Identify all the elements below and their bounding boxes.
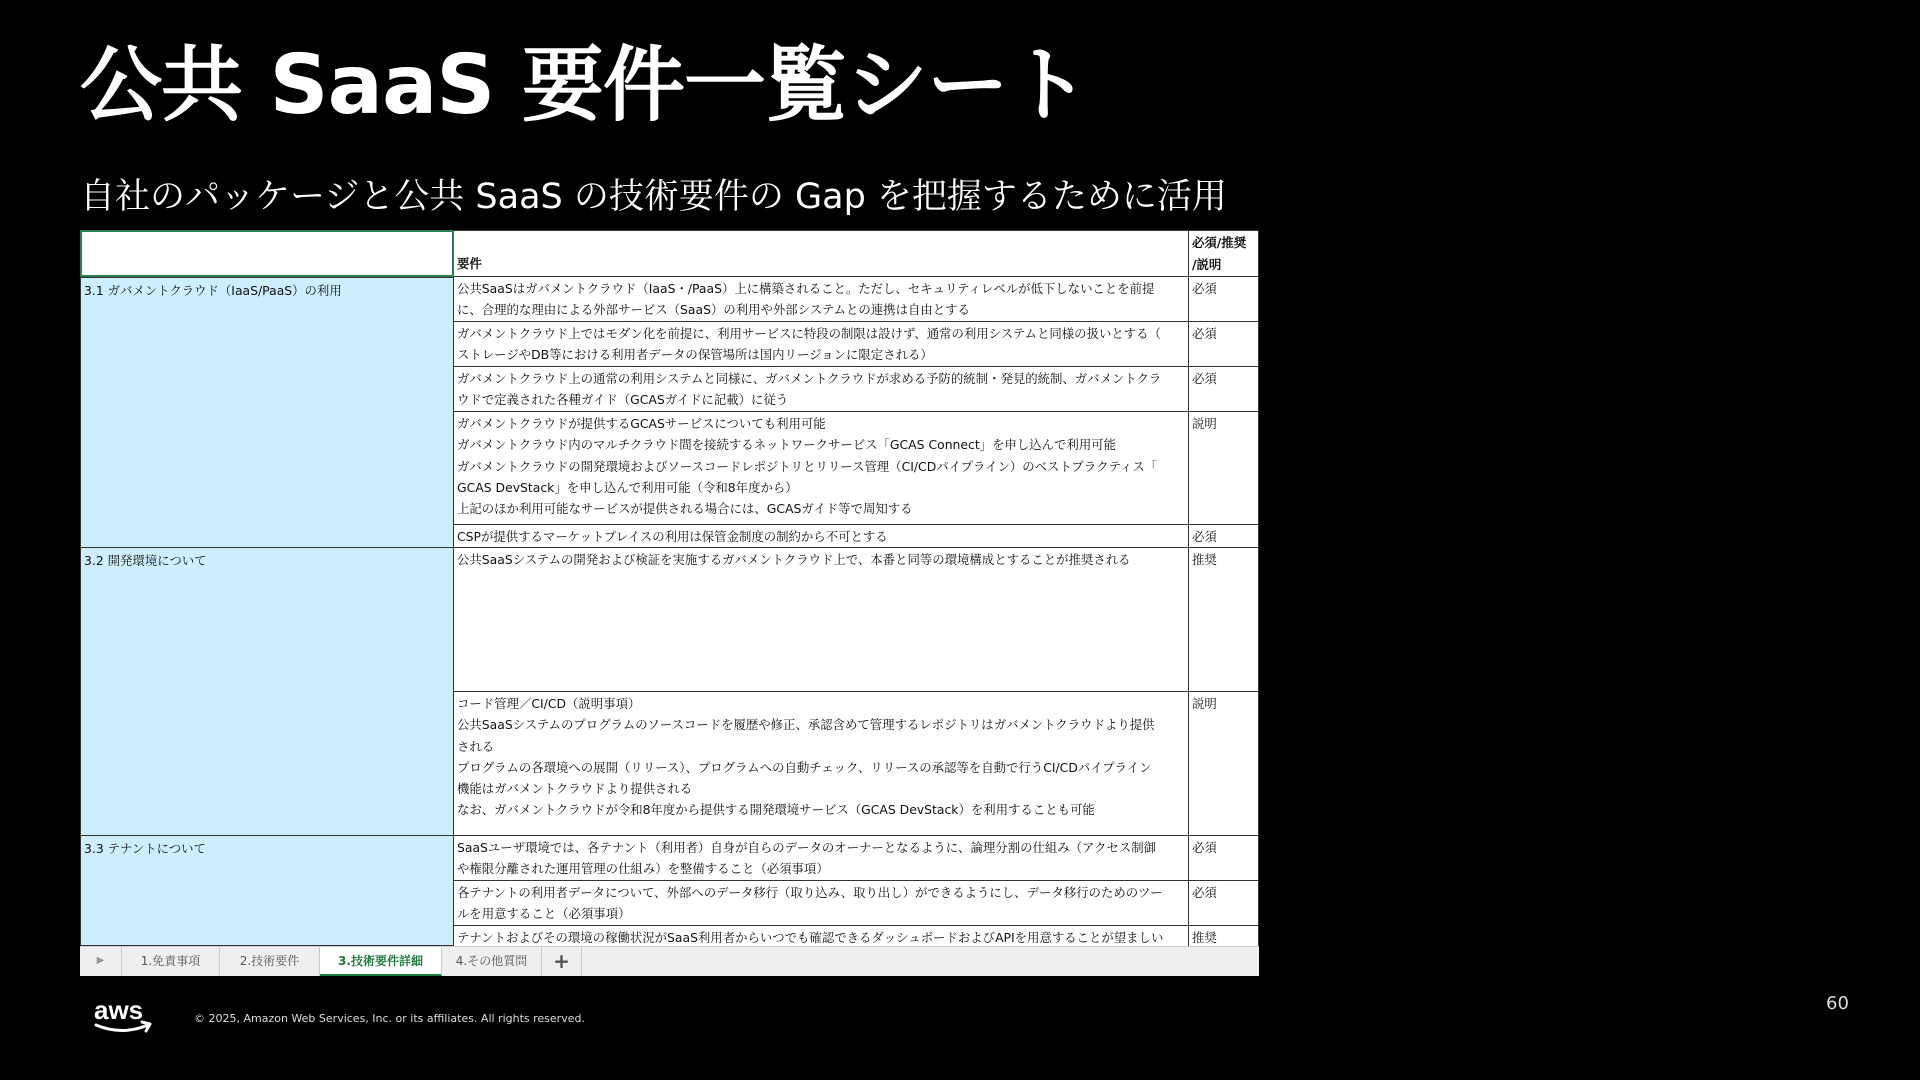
requirement-line: CSPが提供するマーケットプレイスの利用は保管金制度の制約から不可とする: [457, 529, 888, 544]
mandatory-flag: 必須: [1192, 326, 1217, 341]
header-mandatory-line1: 必須/推奨: [1192, 235, 1247, 250]
copyright-notice: © 2025, Amazon Web Services, Inc. or its affiliates. All rights reserved.: [194, 1012, 585, 1025]
requirement-line: 公共SaaSシステムのプログラムのソースコードを履歴や修正、承認含めて管理するレポジトリはガバメントクラウドより提供: [457, 717, 1155, 733]
mandatory-flag-cell[interactable]: [1189, 881, 1259, 926]
requirement-line: テナントおよびその環境の稼働状況がSaaS利用者からいつでも確認できるダッシュボードおよびAPIを用意することが望ましい: [457, 930, 1164, 945]
selected-header-cell[interactable]: [80, 230, 454, 277]
requirement-line: なお、ガバメントクラウドが令和8年度から提供する開発環境サービス（GCAS DevStack）を利用することも可能: [457, 802, 1095, 818]
requirement-line: 機能はガバメントクラウドより提供される: [457, 781, 693, 797]
sheet-tab[interactable]: 4.その他質問: [442, 947, 542, 976]
requirement-line: プログラムの各環境への展開（リリース）、プログラムへの自動チェック、リリースの承認等を自動で行うCI/CDパイプライン: [457, 759, 1152, 775]
sheet-tab[interactable]: 2.技術要件: [220, 947, 320, 976]
requirement-line: される: [457, 738, 495, 754]
sheet-tab[interactable]: 1.免責事項: [122, 947, 220, 976]
mandatory-flag: 推奨: [1192, 930, 1217, 945]
header-mandatory: [1189, 230, 1259, 277]
mandatory-flag-cell[interactable]: [1189, 548, 1259, 692]
section-label: 3.1 ガバメントクラウド（IaaS/PaaS）の利用: [84, 283, 342, 298]
requirement-line: ガバメントクラウド上の通常の利用システムと同様に、ガバメントクラウドが求める予防的統制・発見的統制、ガバメントクラ: [457, 371, 1162, 386]
requirement-line: SaaSユーザ環境では、各テナント（利用者）自身が自らのデータのオーナーとなるように、論理分割の仕組み（アクセス制御: [457, 840, 1157, 855]
requirement-line: ガバメントクラウドの開発環境およびソースコードレポジトリとリリース管理（CI/CDパイプライン）のベストプラクティス「: [457, 458, 1158, 474]
mandatory-flag: 必須: [1192, 371, 1217, 386]
requirement-cell[interactable]: [454, 881, 1189, 926]
requirement-line: 上記のほか利用可能なサービスが提供される場合には、GCASガイド等で周知する: [457, 501, 913, 517]
requirement-cell[interactable]: [454, 412, 1189, 525]
requirements-grid: [80, 230, 1259, 946]
mandatory-flag-cell[interactable]: [1189, 412, 1259, 525]
requirement-cell[interactable]: [454, 525, 1189, 548]
header-requirement: [454, 230, 1189, 277]
requirement-line: ガバメントクラウド内のマルチクラウド間を接続するネットワークサービス「GCAS Connect」を申し込んで利用可能: [457, 437, 1116, 453]
requirement-line: 公共SaaSシステムの開発および検証を実施するガバメントクラウド上で、本番と同等の環境構成とすることが推奨される: [457, 552, 1131, 567]
requirement-line: ガバメントクラウドが提供するGCASサービスについても利用可能: [457, 416, 826, 431]
header-mandatory-line2: /説明: [1192, 257, 1222, 272]
page-number: 60: [1826, 993, 1849, 1014]
requirement-line: 各テナントの利用者データについて、外部へのデータ移行（取り込み、取り出し）ができるようにし、データ移行のためのツー: [457, 885, 1163, 900]
add-sheet-plus-icon[interactable]: +: [542, 947, 582, 976]
mandatory-flag: 必須: [1192, 885, 1217, 900]
spreadsheet-screenshot: [80, 230, 1259, 976]
mandatory-flag: 説明: [1192, 416, 1217, 431]
requirement-line: 公共SaaSはガバメントクラウド（IaaS・/PaaS）上に構築されること。ただし、セキュリティレベルが低下しないことを前提: [457, 281, 1155, 296]
requirement-cell[interactable]: [454, 926, 1189, 948]
requirement-cell[interactable]: [454, 836, 1189, 881]
section-cell[interactable]: [80, 277, 454, 548]
aws-smile-arrow-shape: [96, 1025, 148, 1031]
sheet-tab-bar: [80, 946, 1259, 976]
mandatory-flag-cell[interactable]: [1189, 525, 1259, 548]
section-label: 3.2 開発環境について: [84, 553, 207, 568]
sheet-tab[interactable]: 3.技術要件詳細: [320, 947, 442, 976]
section-cell[interactable]: [80, 836, 454, 946]
mandatory-flag: 必須: [1192, 840, 1217, 855]
requirement-cell[interactable]: [454, 277, 1189, 322]
mandatory-flag-cell[interactable]: [1189, 322, 1259, 367]
requirement-line: ストレージやDB等における利用者データの保管場所は国内リージョンに限定される）: [457, 347, 933, 363]
requirement-line: コード管理／CI/CD（説明事項）: [457, 696, 641, 711]
mandatory-flag-cell[interactable]: [1189, 277, 1259, 322]
requirement-line: や権限分離された運用管理の仕組み）を整備すること（必須事項）: [457, 861, 829, 877]
header-requirement-label: 要件: [457, 256, 482, 271]
mandatory-flag-cell[interactable]: [1189, 692, 1259, 836]
requirement-line: GCAS DevStack」を申し込んで利用可能（令和8年度から）: [457, 479, 798, 495]
requirement-cell[interactable]: [454, 367, 1189, 412]
section-label: 3.3 テナントについて: [84, 841, 206, 856]
requirement-line: ウドで定義された各種ガイド（GCASガイドに記載）に従う: [457, 392, 789, 408]
aws-logo-text: aws: [94, 995, 144, 1025]
mandatory-flag: 必須: [1192, 281, 1217, 296]
aws-logo: [92, 994, 156, 1036]
requirement-line: ルを用意すること（必須事項）: [457, 906, 631, 922]
mandatory-flag: 推奨: [1192, 552, 1217, 567]
requirement-line: に、合理的な理由による外部サービス（SaaS）の利用や外部システムとの連携は自由とする: [457, 302, 970, 318]
mandatory-flag: 必須: [1192, 529, 1217, 544]
tab-scroll-arrow-icon[interactable]: ▶: [80, 947, 122, 976]
mandatory-flag-cell[interactable]: [1189, 926, 1259, 948]
slide-subtitle: 自社のパッケージと公共 SaaS の技術要件の Gap を把握するために活用: [80, 177, 1227, 217]
requirement-cell[interactable]: [454, 322, 1189, 367]
requirement-line: ガバメントクラウド上ではモダン化を前提に、利用サービスに特段の制限は設けず、通常の利用システムと同様の扱いとする（: [457, 326, 1161, 341]
slide-title: 公共 SaaS 要件一覧シート: [80, 38, 1089, 133]
mandatory-flag-cell[interactable]: [1189, 367, 1259, 412]
mandatory-flag: 説明: [1192, 696, 1217, 711]
requirement-cell[interactable]: [454, 692, 1189, 836]
mandatory-flag-cell[interactable]: [1189, 836, 1259, 881]
section-cell[interactable]: [80, 548, 454, 836]
requirement-cell[interactable]: [454, 548, 1189, 692]
